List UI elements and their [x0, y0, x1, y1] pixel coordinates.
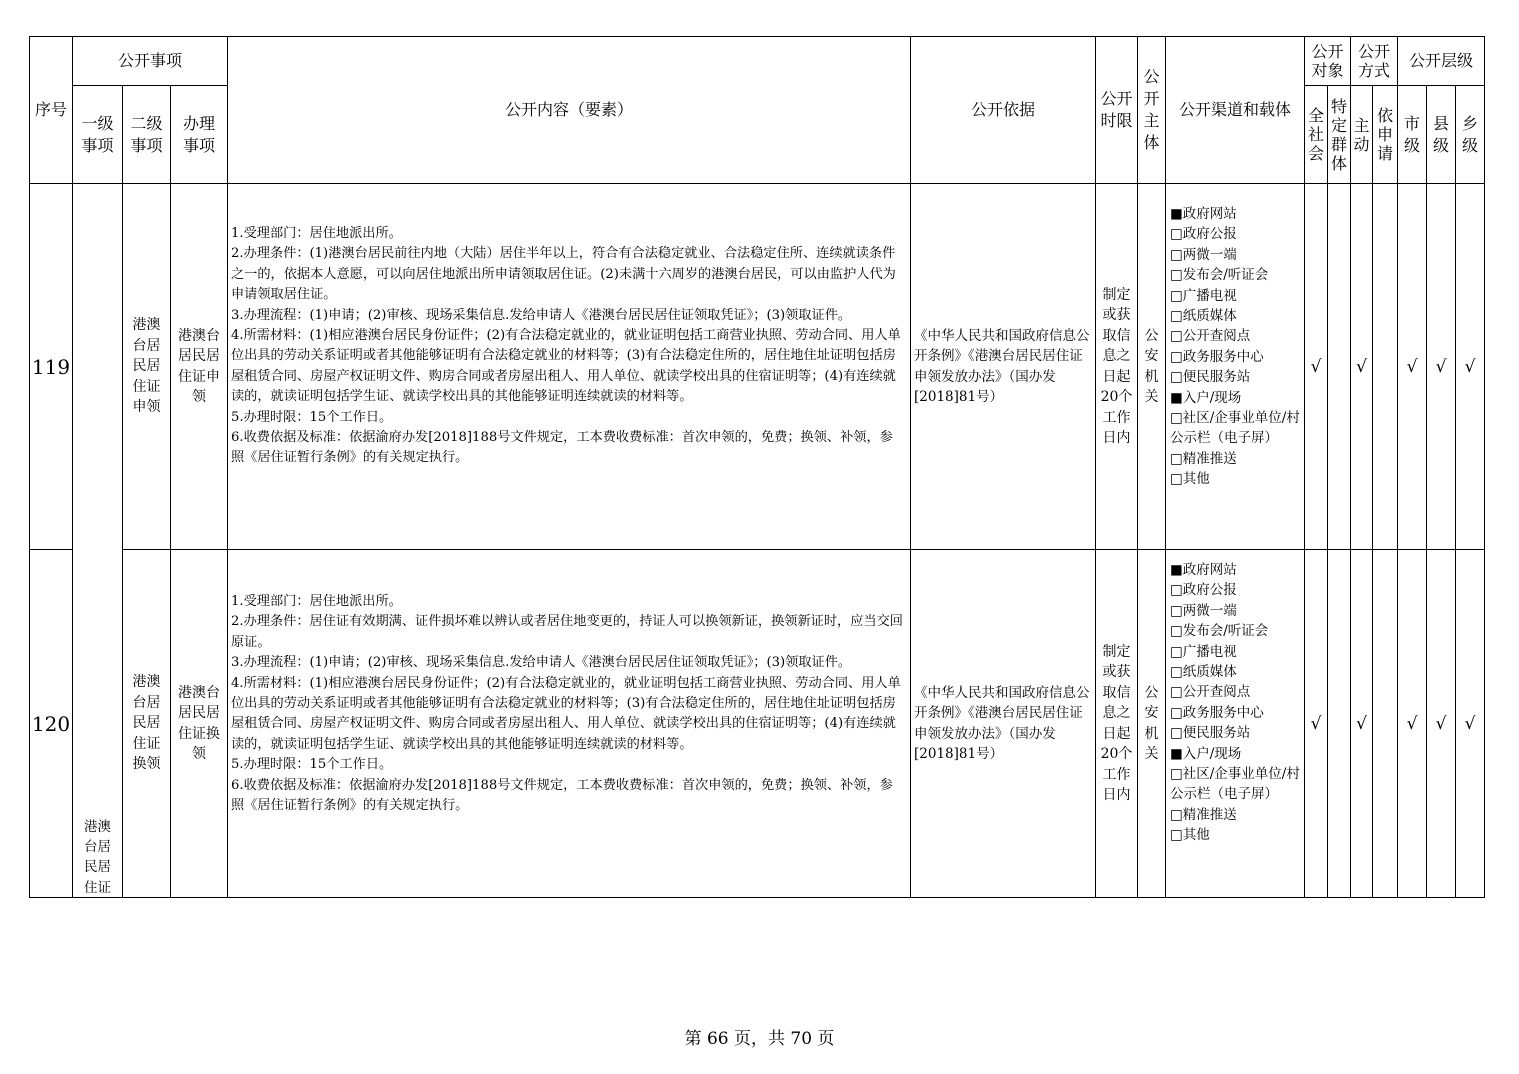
content-line: 4.所需材料：(1)相应港澳台居民身份证件；(2)有合法稳定就业的，就业证明包括工商营业执照、劳动合同、用人单位出具的劳动关系证明或者其他能够证明有合法稳定就业的材料等；(3)有合法稳定住所的，居住地住址证明包括房屋租赁合同、房屋产权证明文件、购房合同或者房屋出租人、用人单位、就读学校出具的住宿证明等；(4)有连续就读的，就读证明包括学生证、就读学校出具的其他能够证明连续就读的材料等。 — [231, 328, 901, 405]
content-line: 3.办理流程：(1)申请；(2)审核、现场采集信息.发给申请人《港澳台居民居住证领取凭证》；(3)领取证件。 — [231, 655, 852, 671]
header-level: 公开层级 — [1398, 37, 1485, 86]
channel-item: ■入户/现场 — [1170, 389, 1242, 406]
channel-item: □发布会/听证会 — [1170, 267, 1269, 284]
channel-item: □公开查阅点 — [1170, 328, 1251, 345]
header-method: 公开方式 — [1351, 37, 1398, 86]
channel-item: □精准推送 — [1170, 450, 1237, 467]
header-basis: 公开依据 — [911, 37, 1096, 184]
header-time-limit: 公开时限 — [1096, 37, 1138, 184]
page-footer: 第 66 页，共 70 页 — [684, 1029, 835, 1049]
row-handle: 港澳台居民居住证换领 — [171, 550, 228, 898]
row-time-limit: 制定或获取信息之日起20个工作日内 — [1096, 184, 1138, 550]
channel-item: □政府公报 — [1170, 226, 1237, 243]
channel-item: □便民服务站 — [1170, 369, 1251, 386]
row-subject: 公安机关 — [1138, 550, 1166, 898]
channel-item: ■政府网站 — [1170, 562, 1237, 578]
channel-item: □社区/企事业单位/村公示栏（电子屏） — [1170, 766, 1300, 803]
row-seq: 119 — [30, 184, 73, 550]
check-target-specific — [1328, 550, 1351, 898]
check-target-all: √ — [1305, 550, 1328, 898]
check-method-active: √ — [1351, 184, 1373, 550]
channel-item: □政务服务中心 — [1170, 348, 1264, 365]
row-content — [228, 550, 911, 898]
check-level-city: √ — [1398, 550, 1427, 898]
row-channels — [1166, 550, 1305, 898]
row-content — [228, 184, 911, 550]
table-row — [30, 184, 1485, 550]
row-level2: 港澳台居民居住证申领 — [123, 184, 171, 550]
header-subject: 公开主体 — [1138, 37, 1166, 184]
content-line: 2.办理条件：(1)港澳台居民前往内地（大陆）居住半年以上，符合有合法稳定就业、合法稳定住所、连续就读条件之一的，依据本人意愿，可以向居住地派出所申请领取居住证。(2)未满十六周岁的港澳台居民，可以由监护人代为申请领取居住证。 — [231, 246, 896, 303]
check-level-county: √ — [1427, 184, 1456, 550]
content-line: 3.办理流程：(1)申请；(2)审核、现场采集信息.发给申请人《港澳台居民居住证领取凭证》；(3)领取证件。 — [231, 307, 852, 323]
channel-item: ■入户/现场 — [1170, 745, 1242, 762]
channel-item: □发布会/听证会 — [1170, 623, 1269, 640]
check-method-active: √ — [1351, 550, 1373, 898]
check-level-county: √ — [1427, 550, 1456, 898]
content-line: 6.收费依据及标准：依据渝府办发[2018]188号文件规定，工本费收费标准：首次申领的，免费；换领、补领，参照《居住证暂行条例》的有关规定执行。 — [231, 430, 893, 466]
channel-item: □社区/企事业单位/村公示栏（电子屏） — [1170, 410, 1300, 447]
disclosure-table — [29, 36, 1485, 898]
channel-item: ■政府网站 — [1170, 206, 1237, 222]
header-target: 公开对象 — [1305, 37, 1351, 86]
header-method-apply: 依申请 — [1373, 86, 1398, 184]
row-level2: 港澳台居民居住证换领 — [123, 550, 171, 898]
channel-item: □纸质媒体 — [1170, 308, 1237, 325]
header-handle: 办理事项 — [171, 86, 228, 184]
content-line: 5.办理时限：15个工作日。 — [231, 757, 393, 773]
header-public-items: 公开事项 — [73, 37, 228, 86]
channel-item: □其他 — [1170, 827, 1210, 844]
content-line: 4.所需材料：(1)相应港澳台居民身份证件；(2)有合法稳定就业的，就业证明包括工商营业执照、劳动合同、用人单位出具的劳动关系证明或者其他能够证明有合法稳定就业的材料等；(3)有合法稳定住所的，居住地住址证明包括房屋租赁合同、房屋产权证明文件、购房合同或者房屋出租人、用人单位、就读学校出具的住宿证明等；(4)有连续就读的，就读证明包括学生证、就读学校出具的其他能够证明连续就读的材料等。 — [231, 675, 901, 752]
channel-item: □其他 — [1170, 471, 1210, 488]
channel-item: □政务服务中心 — [1170, 704, 1264, 721]
check-target-specific — [1328, 184, 1351, 550]
header-content: 公开内容（要素） — [228, 37, 911, 184]
check-level-town: √ — [1456, 184, 1485, 550]
channel-item: □便民服务站 — [1170, 725, 1251, 742]
content-line: 2.办理条件：居住证有效期满、证件损坏难以辨认或者居住地变更的，持证人可以换领新证，换领新证时，应当交回原证。 — [231, 614, 903, 650]
channel-item: □精准推送 — [1170, 806, 1237, 823]
check-method-apply — [1373, 550, 1398, 898]
check-level-city: √ — [1398, 184, 1427, 550]
row-channels — [1166, 184, 1305, 550]
row-basis: 《中华人民共和国政府信息公开条例》《港澳台居民居住证申领发放办法》（国办发[2018]81号） — [911, 184, 1096, 550]
header-level-county: 县级 — [1427, 86, 1456, 184]
channel-item: □公开查阅点 — [1170, 684, 1251, 701]
row-time-limit: 制定或获取信息之日起20个工作日内 — [1096, 550, 1138, 898]
channel-item: □两微一端 — [1170, 246, 1237, 263]
row-basis: 《中华人民共和国政府信息公开条例》《港澳台居民居住证申领发放办法》（国办发[2018]81号） — [911, 550, 1096, 898]
channel-item: □广播电视 — [1170, 643, 1237, 660]
header-target-specific: 特定群体 — [1328, 86, 1351, 184]
row-subject: 公安机关 — [1138, 184, 1166, 550]
check-method-apply — [1373, 184, 1398, 550]
level1-item: 港澳台居民居住证 — [73, 184, 123, 898]
header-seq: 序号 — [30, 37, 73, 184]
header-row-1 — [30, 37, 1485, 86]
channel-item: □政府公报 — [1170, 582, 1237, 599]
header-level2: 二级事项 — [123, 86, 171, 184]
header-channels: 公开渠道和载体 — [1166, 37, 1305, 184]
header-method-active: 主动 — [1351, 86, 1373, 184]
content-line: 1.受理部门：居住地派出所。 — [231, 226, 402, 241]
channel-item: □两微一端 — [1170, 602, 1237, 619]
header-level1: 一级事项 — [73, 86, 123, 184]
row-handle: 港澳台居民居住证申领 — [171, 184, 228, 550]
content-line: 6.收费依据及标准：依据渝府办发[2018]188号文件规定，工本费收费标准：首次申领的，免费；换领、补领，参照《居住证暂行条例》的有关规定执行。 — [231, 777, 893, 814]
header-target-all: 全社会 — [1305, 86, 1328, 184]
check-target-all: √ — [1305, 184, 1328, 550]
channel-item: □纸质媒体 — [1170, 664, 1237, 681]
check-level-town: √ — [1456, 550, 1485, 898]
content-line: 5.办理时限：15个工作日。 — [231, 409, 393, 425]
content-line: 1.受理部门：居住地派出所。 — [231, 594, 402, 609]
header-level-town: 乡级 — [1456, 86, 1485, 184]
table-row — [30, 550, 1485, 898]
row-seq: 120 — [30, 550, 73, 898]
channel-item: □广播电视 — [1170, 287, 1237, 304]
header-level-city: 市级 — [1398, 86, 1427, 184]
